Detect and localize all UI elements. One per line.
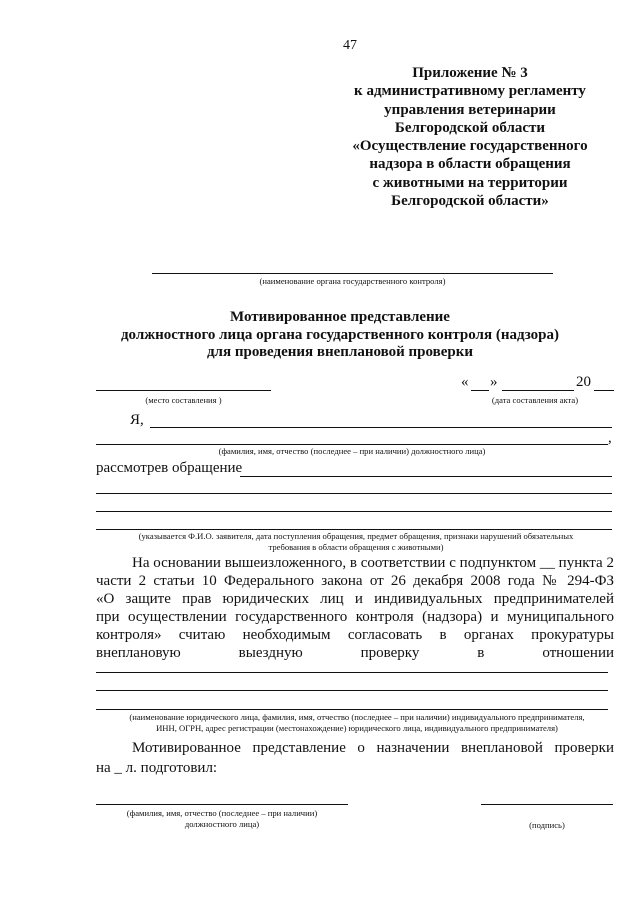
appeal-line-3 <box>96 511 612 512</box>
appendix-header <box>330 64 610 210</box>
appendix-line: «Осуществление государственного <box>352 138 588 155</box>
date-year-line <box>594 390 614 391</box>
reviewed-label: рассмотрев обращение <box>96 460 243 476</box>
appeal-caption-line: (указывается Ф.И.О. заявителя, дата поступления обращения, предмет обращения, признаки нарушений обязательных <box>138 531 574 541</box>
entity-line-3 <box>96 709 608 710</box>
entity-caption-line: ИНН, ОГРН, адрес регистрации (местонахождение) юридического лица, индивидуального предпринимателя) <box>156 722 558 733</box>
entity-line-2 <box>96 690 608 691</box>
date-month-line <box>502 390 574 391</box>
appendix-line: к административному регламенту <box>354 83 586 100</box>
appeal-line-4 <box>96 529 612 530</box>
signature-caption: (подпись) <box>529 820 565 830</box>
date-year-prefix: 20 <box>576 374 591 390</box>
authority-name-line <box>152 273 553 274</box>
official-line-1 <box>150 427 612 428</box>
ya-label: Я, <box>130 412 144 428</box>
para1-line: На основании вышеизложенного, в соответствии с подпунктом __ пункта 2 <box>132 555 614 571</box>
document-title <box>90 309 590 362</box>
para2-line: на _ л. подготовил: <box>96 760 218 776</box>
appendix-line: Приложение № 3 <box>412 65 528 81</box>
para1-line: контроля» считаю необходимым согласовать в органах прокуратуры <box>96 627 614 643</box>
appendix-line: управления ветеринарии <box>384 101 556 118</box>
para1-line: части 2 статьи 10 Федерального закона от 26 декабря 2008 года № 294-ФЗ <box>96 573 614 589</box>
entity-caption-line: (наименование юридического лица, фамилия, имя, отчество (последнее – при наличии) индивидуального предпринимателя, <box>129 712 585 722</box>
para1-line: «О защите прав юридических лиц и индивидуальных предпринимателей <box>96 591 614 607</box>
date-open-quote: « <box>461 374 469 390</box>
appeal-caption-line: требования в области обращения с животными) <box>268 541 444 552</box>
signer-name-caption <box>96 808 348 829</box>
appendix-line: надзора в области обращения <box>369 156 571 173</box>
appendix-line: с животными на территории <box>372 174 568 191</box>
signer-caption-line: должностного лица) <box>184 818 260 829</box>
date-day-line <box>471 390 489 391</box>
para2-line: Мотивированное представление о назначении внеплановой проверки <box>132 740 614 756</box>
appeal-line-1 <box>240 476 612 477</box>
appeal-line-2 <box>96 493 612 494</box>
date-caption: (дата составления акта) <box>491 395 579 405</box>
title-line: Мотивированное представление <box>230 309 450 325</box>
entity-caption <box>92 712 622 733</box>
signer-caption-line: (фамилия, имя, отчество (последнее – при наличии) <box>126 808 318 818</box>
page-number: 47 <box>343 38 357 53</box>
comma: , <box>608 430 612 446</box>
appendix-line: Белгородской области <box>394 119 546 136</box>
appendix-line: Белгородской области» <box>391 193 549 210</box>
place-caption: (место составления ) <box>145 395 222 405</box>
place-line <box>96 390 271 391</box>
para1-line: внеплановую выездную проверку в отношении <box>96 645 614 661</box>
appeal-caption <box>96 531 616 552</box>
authority-caption: (наименование органа государственного контроля) <box>259 276 446 286</box>
title-line: должностного лица органа государственного контроля (надзора) <box>120 326 560 343</box>
official-caption: (фамилия, имя, отчество (последнее – при наличии) должностного лица) <box>218 446 486 456</box>
official-line-2 <box>96 444 608 445</box>
date-close-quote: » <box>490 374 498 390</box>
entity-line-1 <box>96 672 608 673</box>
signer-name-line <box>96 804 348 805</box>
para1-line: при осуществлении государственного контроля (надзора) и муниципального <box>96 609 614 625</box>
title-line: для проведения внеплановой проверки <box>206 344 474 360</box>
signature-line <box>481 804 613 805</box>
